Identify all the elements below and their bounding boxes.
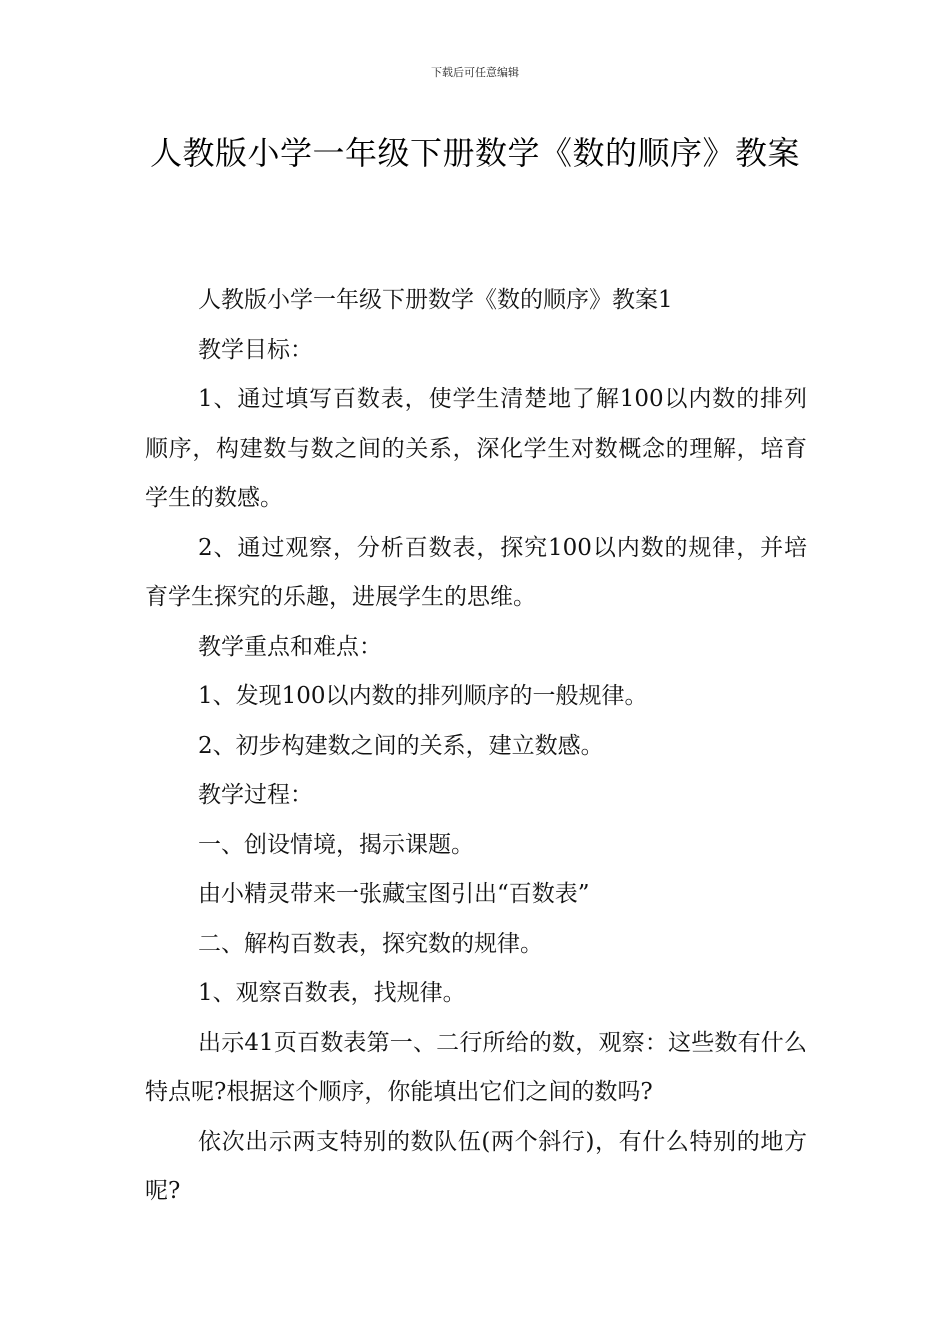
paragraph-process-heading: 教学过程： <box>198 782 313 808</box>
paragraph-objectives-heading: 教学目标： <box>198 336 313 363</box>
paragraph-key-points-heading: 教学重点和难点： <box>198 633 382 660</box>
paragraph-observe-diagonals: 依次出示两支特别的数队伍(两个斜行)，有什么特别的地方呢? <box>145 1128 807 1204</box>
paragraph-key-point-1: 1、发现100以内数的排列顺序的一般规律。 <box>198 683 648 709</box>
paragraph-step-2-sub-1: 1、观察百数表，找规律。 <box>198 980 466 1006</box>
paragraph-observe-rows: 出示41页百数表第一、二行所给的数，观察：这些数有什么特点呢?根据这个顺序，你能填出它们之间的数吗? <box>145 1029 807 1105</box>
document-body <box>145 276 807 1217</box>
paragraph-step-1: 一、创设情境，揭示课题。 <box>198 831 474 858</box>
paragraph-step-2: 二、解构百数表，探究数的规律。 <box>198 930 543 957</box>
paragraph-step-1-detail: 由小精灵带来一张藏宝图引出“百数表” <box>198 881 590 907</box>
paragraph-objective-2: 2、通过观察，分析百数表，探究100以内数的规律，并培育学生探究的乐趣，进展学生的思维。 <box>145 534 807 610</box>
paragraph-subtitle: 人教版小学一年级下册数学《数的顺序》教案1 <box>198 287 673 313</box>
header-note: 下载后可任意编辑 <box>431 66 519 79</box>
document-title: 人教版小学一年级下册数学《数的顺序》教案 <box>150 134 801 172</box>
paragraph-objective-1: 1、通过填写百数表，使学生清楚地了解100以内数的排列顺序，构建数与数之间的关系，深化学生对数概念的理解，培育学生的数感。 <box>145 386 807 511</box>
paragraph-key-point-2: 2、初步构建数之间的关系，建立数感。 <box>198 732 604 759</box>
